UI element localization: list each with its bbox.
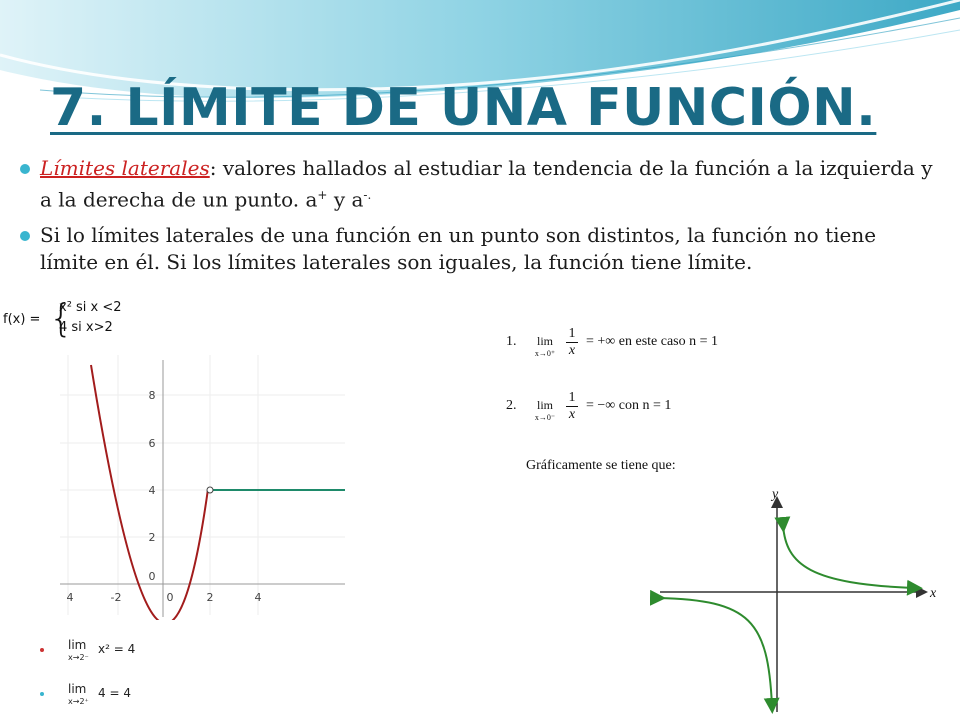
bullet-text: : valores hallados al estudiar la tendencia de la función a la izquierda y a la derecha de un punto. a (40, 156, 933, 212)
result-text: = −∞ con n = 1 (586, 398, 672, 413)
x-tick: 4 (254, 591, 262, 604)
item-number: 2. (506, 398, 517, 413)
y-tick: 0 (148, 570, 156, 583)
y-tick: 4 (148, 484, 156, 497)
lim-block (532, 334, 558, 358)
lim-expression: x² = 4 (98, 642, 136, 656)
x-tick: 2 (206, 591, 214, 604)
lim-subscript: x→2⁻ (68, 653, 89, 662)
sup-plus: + (317, 188, 328, 202)
lim-word: lim (68, 682, 87, 696)
y-tick: 8 (148, 389, 156, 402)
piecewise-graph (0, 355, 360, 620)
lim-subscript: x→2⁺ (68, 697, 89, 706)
lim-subscript: x→0⁺ (534, 349, 556, 358)
hyperbola-graph (640, 480, 940, 720)
x-tick: -2 (110, 591, 122, 604)
numerator: 1 (566, 390, 578, 407)
bullet-dot-icon (40, 648, 44, 652)
bullet-dot-icon (20, 164, 30, 174)
bullet-text-mid: y a (327, 187, 364, 212)
result-text: = +∞ en este caso n = 1 (586, 334, 719, 349)
item-number: 1. (506, 334, 517, 349)
denominator: x (568, 343, 576, 358)
y-tick: 6 (148, 437, 156, 450)
slide-title: 7. LÍMITE DE UNA FUNCIÓN. (50, 78, 877, 138)
lim-subscript: x→0⁻ (534, 413, 556, 422)
lim-expression: 4 = 4 (98, 686, 131, 700)
bullet-text: Si lo límites laterales de una función en un punto son distintos, la función no tiene límite en él. Si los límites laterales son iguales, la función tiene límite. (40, 222, 877, 274)
lim-word: lim (536, 334, 553, 348)
bullet-dot-icon (20, 231, 30, 241)
brace-icon: { (49, 296, 74, 340)
left-limit-row (40, 638, 190, 664)
term-limites-laterales: Límites laterales (40, 156, 210, 180)
bullet-laterales (18, 155, 938, 214)
graficamente-label: Gráficamente se tiene que: (526, 458, 676, 473)
denominator: x (568, 407, 576, 422)
sup-minus: -. (363, 188, 372, 202)
bullet-list (18, 155, 938, 284)
right-example-panel (480, 308, 960, 720)
piecewise-case-1: x² si x <2 (59, 300, 122, 315)
right-limit-row (40, 682, 190, 708)
bullet-distintos (18, 222, 938, 276)
open-point-marker (207, 487, 213, 493)
fraction (566, 326, 578, 359)
x-tick: 4 (66, 591, 74, 604)
y-axis-label: y (772, 487, 779, 502)
y-tick: 2 (148, 531, 156, 544)
hyperbola-branch-positive (783, 525, 915, 588)
bullet-dot-icon (40, 692, 44, 696)
x-tick: 0 (166, 591, 174, 604)
fraction (566, 390, 578, 423)
x-axis-label: x (930, 586, 937, 601)
piecewise-lhs: f(x) = (3, 312, 41, 327)
hyperbola-branch-negative (658, 598, 772, 706)
lim-word: lim (68, 638, 87, 652)
piecewise-case-2: 4 si x>2 (59, 320, 113, 335)
lim-block (532, 398, 558, 422)
numerator: 1 (566, 326, 578, 343)
lim-word: lim (536, 398, 553, 412)
